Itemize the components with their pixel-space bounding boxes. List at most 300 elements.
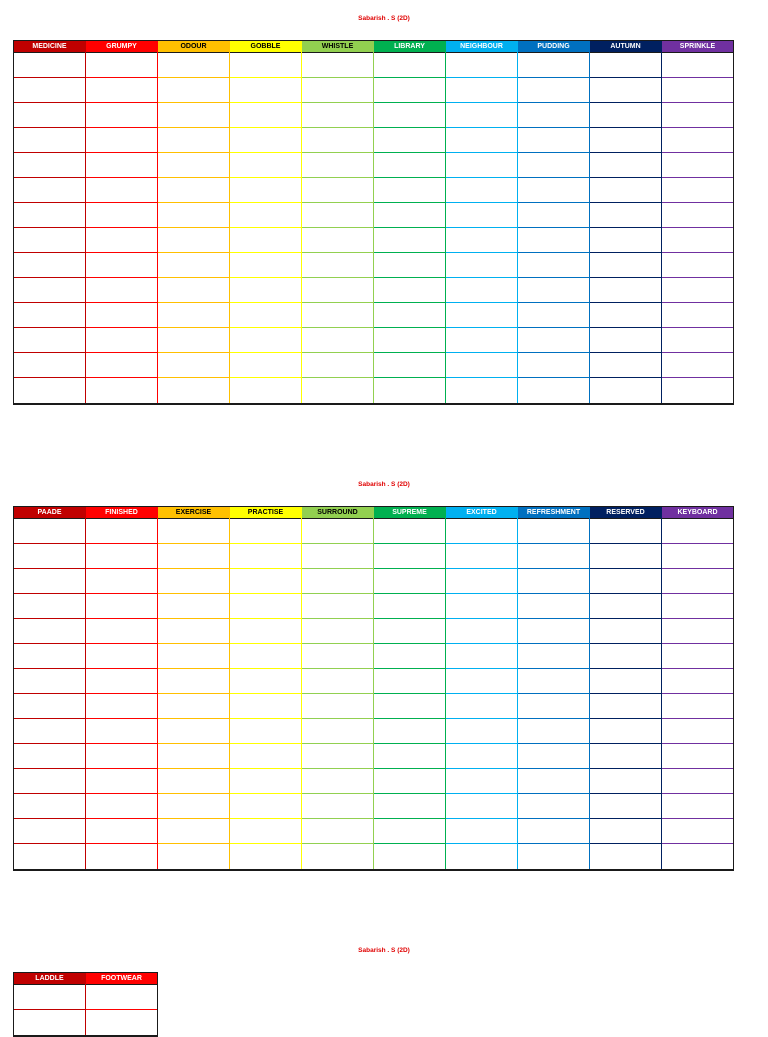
writing-cell[interactable] [518,569,589,594]
writing-cell[interactable] [590,178,661,203]
writing-cell[interactable] [662,228,733,253]
writing-cell[interactable] [302,278,373,303]
writing-cell[interactable] [14,228,85,253]
writing-cell[interactable] [302,844,373,869]
writing-cell[interactable] [374,669,445,694]
writing-cell[interactable] [14,594,85,619]
writing-cell[interactable] [302,644,373,669]
word-grid-1 [13,40,734,405]
writing-cell[interactable] [374,594,445,619]
writing-cell[interactable] [14,644,85,669]
writing-cell[interactable] [374,328,445,353]
writing-cell[interactable] [158,53,229,78]
writing-cell[interactable] [230,178,301,203]
writing-cell[interactable] [446,569,517,594]
writing-cell[interactable] [86,644,157,669]
writing-cell[interactable] [518,519,589,544]
writing-cell[interactable] [86,1010,157,1035]
writing-cell[interactable] [590,644,661,669]
writing-cell[interactable] [158,328,229,353]
writing-cell[interactable] [230,694,301,719]
writing-cell[interactable] [446,78,517,103]
grid-column [14,41,86,403]
writing-cell[interactable] [86,594,157,619]
writing-cell[interactable] [662,328,733,353]
writing-cell[interactable] [518,203,589,228]
writing-cell[interactable] [158,228,229,253]
writing-cell[interactable] [662,844,733,869]
column-header: RESERVED [590,507,661,519]
writing-cell[interactable] [158,619,229,644]
writing-cell[interactable] [302,178,373,203]
writing-cell[interactable] [518,353,589,378]
writing-cell[interactable] [374,253,445,278]
column-header: REFRESHMENT [518,507,589,519]
writing-cell[interactable] [158,744,229,769]
writing-cell[interactable] [302,719,373,744]
writing-cell[interactable] [446,719,517,744]
writing-cell[interactable] [14,353,85,378]
writing-cell[interactable] [302,769,373,794]
writing-cell[interactable] [374,353,445,378]
writing-cell[interactable] [374,694,445,719]
writing-cell[interactable] [518,544,589,569]
writing-cell[interactable] [14,303,85,328]
writing-cell[interactable] [590,303,661,328]
caption-2: Sabarish . S (2D) [358,481,410,488]
writing-cell[interactable] [302,819,373,844]
writing-cell[interactable] [374,78,445,103]
writing-cell[interactable] [374,153,445,178]
writing-cell[interactable] [590,794,661,819]
writing-cell[interactable] [86,794,157,819]
writing-cell[interactable] [302,569,373,594]
writing-cell[interactable] [374,378,445,403]
writing-cell[interactable] [14,744,85,769]
writing-cell[interactable] [302,378,373,403]
writing-cell[interactable] [302,128,373,153]
writing-cell[interactable] [158,178,229,203]
writing-cell[interactable] [302,794,373,819]
writing-cell[interactable] [590,328,661,353]
writing-cell[interactable] [662,519,733,544]
writing-cell[interactable] [446,128,517,153]
writing-cell[interactable] [86,328,157,353]
column-header: SPRINKLE [662,41,733,53]
writing-cell[interactable] [518,153,589,178]
writing-cell[interactable] [446,303,517,328]
writing-cell[interactable] [302,78,373,103]
writing-cell[interactable] [86,178,157,203]
writing-cell[interactable] [518,794,589,819]
writing-cell[interactable] [14,203,85,228]
writing-cell[interactable] [14,544,85,569]
writing-cell[interactable] [14,378,85,403]
writing-cell[interactable] [446,744,517,769]
writing-cell[interactable] [230,794,301,819]
writing-cell[interactable] [374,794,445,819]
writing-cell[interactable] [302,744,373,769]
writing-cell[interactable] [518,694,589,719]
writing-cell[interactable] [590,744,661,769]
writing-cell[interactable] [230,769,301,794]
writing-cell[interactable] [590,153,661,178]
writing-cell[interactable] [374,744,445,769]
writing-cell[interactable] [518,178,589,203]
writing-cell[interactable] [590,544,661,569]
writing-cell[interactable] [374,178,445,203]
writing-cell[interactable] [590,103,661,128]
writing-cell[interactable] [518,303,589,328]
writing-cell[interactable] [590,378,661,403]
writing-cell[interactable] [374,844,445,869]
writing-cell[interactable] [158,644,229,669]
grid-column [662,41,734,403]
writing-cell[interactable] [14,278,85,303]
writing-cell[interactable] [446,328,517,353]
writing-cell[interactable] [14,719,85,744]
writing-cell[interactable] [518,103,589,128]
writing-cell[interactable] [518,328,589,353]
writing-cell[interactable] [302,203,373,228]
writing-cell[interactable] [302,669,373,694]
writing-cell[interactable] [302,594,373,619]
writing-cell[interactable] [662,178,733,203]
writing-cell[interactable] [590,203,661,228]
writing-cell[interactable] [14,128,85,153]
writing-cell[interactable] [518,253,589,278]
writing-cell[interactable] [14,78,85,103]
writing-cell[interactable] [374,128,445,153]
writing-cell[interactable] [518,769,589,794]
writing-cell[interactable] [662,719,733,744]
writing-cell[interactable] [374,644,445,669]
writing-cell[interactable] [662,569,733,594]
writing-cell[interactable] [446,769,517,794]
writing-cell[interactable] [590,253,661,278]
writing-cell[interactable] [446,594,517,619]
writing-cell[interactable] [86,719,157,744]
writing-cell[interactable] [158,353,229,378]
writing-cell[interactable] [302,103,373,128]
writing-cell[interactable] [518,378,589,403]
writing-cell[interactable] [662,769,733,794]
writing-cell[interactable] [302,694,373,719]
writing-cell[interactable] [14,769,85,794]
writing-cell[interactable] [230,78,301,103]
writing-cell[interactable] [158,303,229,328]
writing-cell[interactable] [590,353,661,378]
writing-cell[interactable] [446,519,517,544]
writing-cell[interactable] [662,103,733,128]
writing-cell[interactable] [14,985,85,1010]
column-header: PRACTISE [230,507,301,519]
column-header: GRUMPY [86,41,157,53]
writing-cell[interactable] [374,53,445,78]
writing-cell[interactable] [518,619,589,644]
writing-cell[interactable] [446,278,517,303]
writing-cell[interactable] [590,769,661,794]
writing-cell[interactable] [590,519,661,544]
writing-cell[interactable] [590,78,661,103]
writing-cell[interactable] [86,819,157,844]
writing-cell[interactable] [374,519,445,544]
writing-cell[interactable] [446,203,517,228]
writing-cell[interactable] [446,253,517,278]
writing-cell[interactable] [518,719,589,744]
writing-cell[interactable] [590,228,661,253]
writing-cell[interactable] [14,819,85,844]
writing-cell[interactable] [14,328,85,353]
writing-cell[interactable] [158,819,229,844]
writing-cell[interactable] [662,619,733,644]
writing-cell[interactable] [230,153,301,178]
writing-cell[interactable] [158,694,229,719]
writing-cell[interactable] [446,544,517,569]
writing-cell[interactable] [86,769,157,794]
writing-cell[interactable] [230,203,301,228]
writing-cell[interactable] [14,569,85,594]
writing-cell[interactable] [662,594,733,619]
writing-cell[interactable] [86,203,157,228]
column-header: SUPREME [374,507,445,519]
writing-cell[interactable] [14,153,85,178]
writing-cell[interactable] [590,844,661,869]
writing-cell[interactable] [662,744,733,769]
writing-cell[interactable] [14,1010,85,1035]
writing-cell[interactable] [518,594,589,619]
writing-cell[interactable] [158,519,229,544]
writing-cell[interactable] [662,669,733,694]
writing-cell[interactable] [14,694,85,719]
writing-cell[interactable] [14,519,85,544]
writing-cell[interactable] [230,719,301,744]
writing-cell[interactable] [86,985,157,1010]
writing-cell[interactable] [518,744,589,769]
writing-cell[interactable] [230,819,301,844]
writing-cell[interactable] [230,303,301,328]
writing-cell[interactable] [374,278,445,303]
grid-column [446,507,518,869]
writing-cell[interactable] [302,519,373,544]
writing-cell[interactable] [662,819,733,844]
writing-cell[interactable] [662,253,733,278]
writing-cell[interactable] [86,569,157,594]
writing-cell[interactable] [230,103,301,128]
writing-cell[interactable] [662,53,733,78]
writing-cell[interactable] [518,78,589,103]
writing-cell[interactable] [374,719,445,744]
writing-cell[interactable] [14,669,85,694]
writing-cell[interactable] [662,128,733,153]
writing-cell[interactable] [446,619,517,644]
writing-cell[interactable] [590,694,661,719]
writing-cell[interactable] [590,128,661,153]
writing-cell[interactable] [518,844,589,869]
column-header: GOBBLE [230,41,301,53]
writing-cell[interactable] [374,103,445,128]
writing-cell[interactable] [446,53,517,78]
writing-cell[interactable] [86,303,157,328]
writing-cell[interactable] [158,544,229,569]
writing-cell[interactable] [86,669,157,694]
writing-cell[interactable] [446,103,517,128]
writing-cell[interactable] [230,128,301,153]
writing-cell[interactable] [230,278,301,303]
writing-cell[interactable] [14,103,85,128]
writing-cell[interactable] [230,644,301,669]
writing-cell[interactable] [158,253,229,278]
writing-cell[interactable] [86,103,157,128]
writing-cell[interactable] [374,228,445,253]
writing-cell[interactable] [230,619,301,644]
writing-cell[interactable] [590,53,661,78]
writing-cell[interactable] [86,53,157,78]
writing-cell[interactable] [86,744,157,769]
writing-cell[interactable] [446,794,517,819]
writing-cell[interactable] [590,669,661,694]
writing-cell[interactable] [518,228,589,253]
writing-cell[interactable] [158,78,229,103]
writing-cell[interactable] [662,78,733,103]
writing-cell[interactable] [590,594,661,619]
writing-cell[interactable] [230,253,301,278]
writing-cell[interactable] [158,719,229,744]
writing-cell[interactable] [590,569,661,594]
grid-column [518,507,590,869]
writing-cell[interactable] [158,378,229,403]
writing-cell[interactable] [518,669,589,694]
writing-cell[interactable] [86,228,157,253]
writing-cell[interactable] [446,819,517,844]
writing-cell[interactable] [230,519,301,544]
writing-cell[interactable] [86,544,157,569]
writing-cell[interactable] [662,544,733,569]
writing-cell[interactable] [374,619,445,644]
writing-cell[interactable] [446,178,517,203]
writing-cell[interactable] [302,253,373,278]
writing-cell[interactable] [86,619,157,644]
writing-cell[interactable] [86,153,157,178]
grid-column [230,41,302,403]
writing-cell[interactable] [446,228,517,253]
writing-cell[interactable] [662,794,733,819]
writing-cell[interactable] [158,103,229,128]
writing-cell[interactable] [86,378,157,403]
writing-cell[interactable] [446,669,517,694]
writing-cell[interactable] [302,544,373,569]
writing-cell[interactable] [374,769,445,794]
writing-cell[interactable] [230,569,301,594]
writing-cell[interactable] [590,719,661,744]
writing-cell[interactable] [86,844,157,869]
writing-cell[interactable] [14,619,85,644]
writing-cell[interactable] [518,128,589,153]
writing-cell[interactable] [230,228,301,253]
writing-cell[interactable] [662,694,733,719]
writing-cell[interactable] [302,53,373,78]
writing-cell[interactable] [446,353,517,378]
writing-cell[interactable] [158,153,229,178]
writing-cell[interactable] [14,844,85,869]
writing-cell[interactable] [446,644,517,669]
writing-cell[interactable] [86,353,157,378]
writing-cell[interactable] [374,303,445,328]
writing-cell[interactable] [230,844,301,869]
writing-cell[interactable] [302,153,373,178]
writing-cell[interactable] [518,819,589,844]
writing-cell[interactable] [302,328,373,353]
writing-cell[interactable] [230,353,301,378]
writing-cell[interactable] [158,128,229,153]
writing-cell[interactable] [158,844,229,869]
writing-cell[interactable] [14,178,85,203]
writing-cell[interactable] [158,769,229,794]
writing-cell[interactable] [230,669,301,694]
writing-cell[interactable] [14,794,85,819]
writing-cell[interactable] [230,378,301,403]
writing-cell[interactable] [590,819,661,844]
writing-cell[interactable] [158,794,229,819]
writing-cell[interactable] [662,644,733,669]
writing-cell[interactable] [374,569,445,594]
grid-column [302,507,374,869]
writing-cell[interactable] [86,519,157,544]
writing-cell[interactable] [374,544,445,569]
writing-cell[interactable] [374,819,445,844]
writing-cell[interactable] [86,128,157,153]
writing-cell[interactable] [158,569,229,594]
writing-cell[interactable] [662,303,733,328]
writing-cell[interactable] [518,278,589,303]
writing-cell[interactable] [302,353,373,378]
writing-cell[interactable] [230,328,301,353]
writing-cell[interactable] [374,203,445,228]
writing-cell[interactable] [662,353,733,378]
writing-cell[interactable] [662,378,733,403]
writing-cell[interactable] [662,153,733,178]
writing-cell[interactable] [86,278,157,303]
writing-cell[interactable] [158,203,229,228]
writing-cell[interactable] [230,544,301,569]
writing-cell[interactable] [446,153,517,178]
writing-cell[interactable] [590,278,661,303]
writing-cell[interactable] [158,278,229,303]
writing-cell[interactable] [446,694,517,719]
writing-cell[interactable] [158,594,229,619]
writing-cell[interactable] [230,594,301,619]
writing-cell[interactable] [446,378,517,403]
writing-cell[interactable] [86,253,157,278]
writing-cell[interactable] [158,669,229,694]
writing-cell[interactable] [302,228,373,253]
writing-cell[interactable] [446,844,517,869]
writing-cell[interactable] [662,278,733,303]
writing-cell[interactable] [518,53,589,78]
writing-cell[interactable] [662,203,733,228]
writing-cell[interactable] [86,694,157,719]
grid-column [446,41,518,403]
writing-cell[interactable] [230,53,301,78]
writing-cell[interactable] [518,644,589,669]
writing-cell[interactable] [230,744,301,769]
writing-cell[interactable] [302,619,373,644]
writing-cell[interactable] [14,253,85,278]
writing-cell[interactable] [14,53,85,78]
writing-cell[interactable] [86,78,157,103]
writing-cell[interactable] [590,619,661,644]
writing-cell[interactable] [302,303,373,328]
